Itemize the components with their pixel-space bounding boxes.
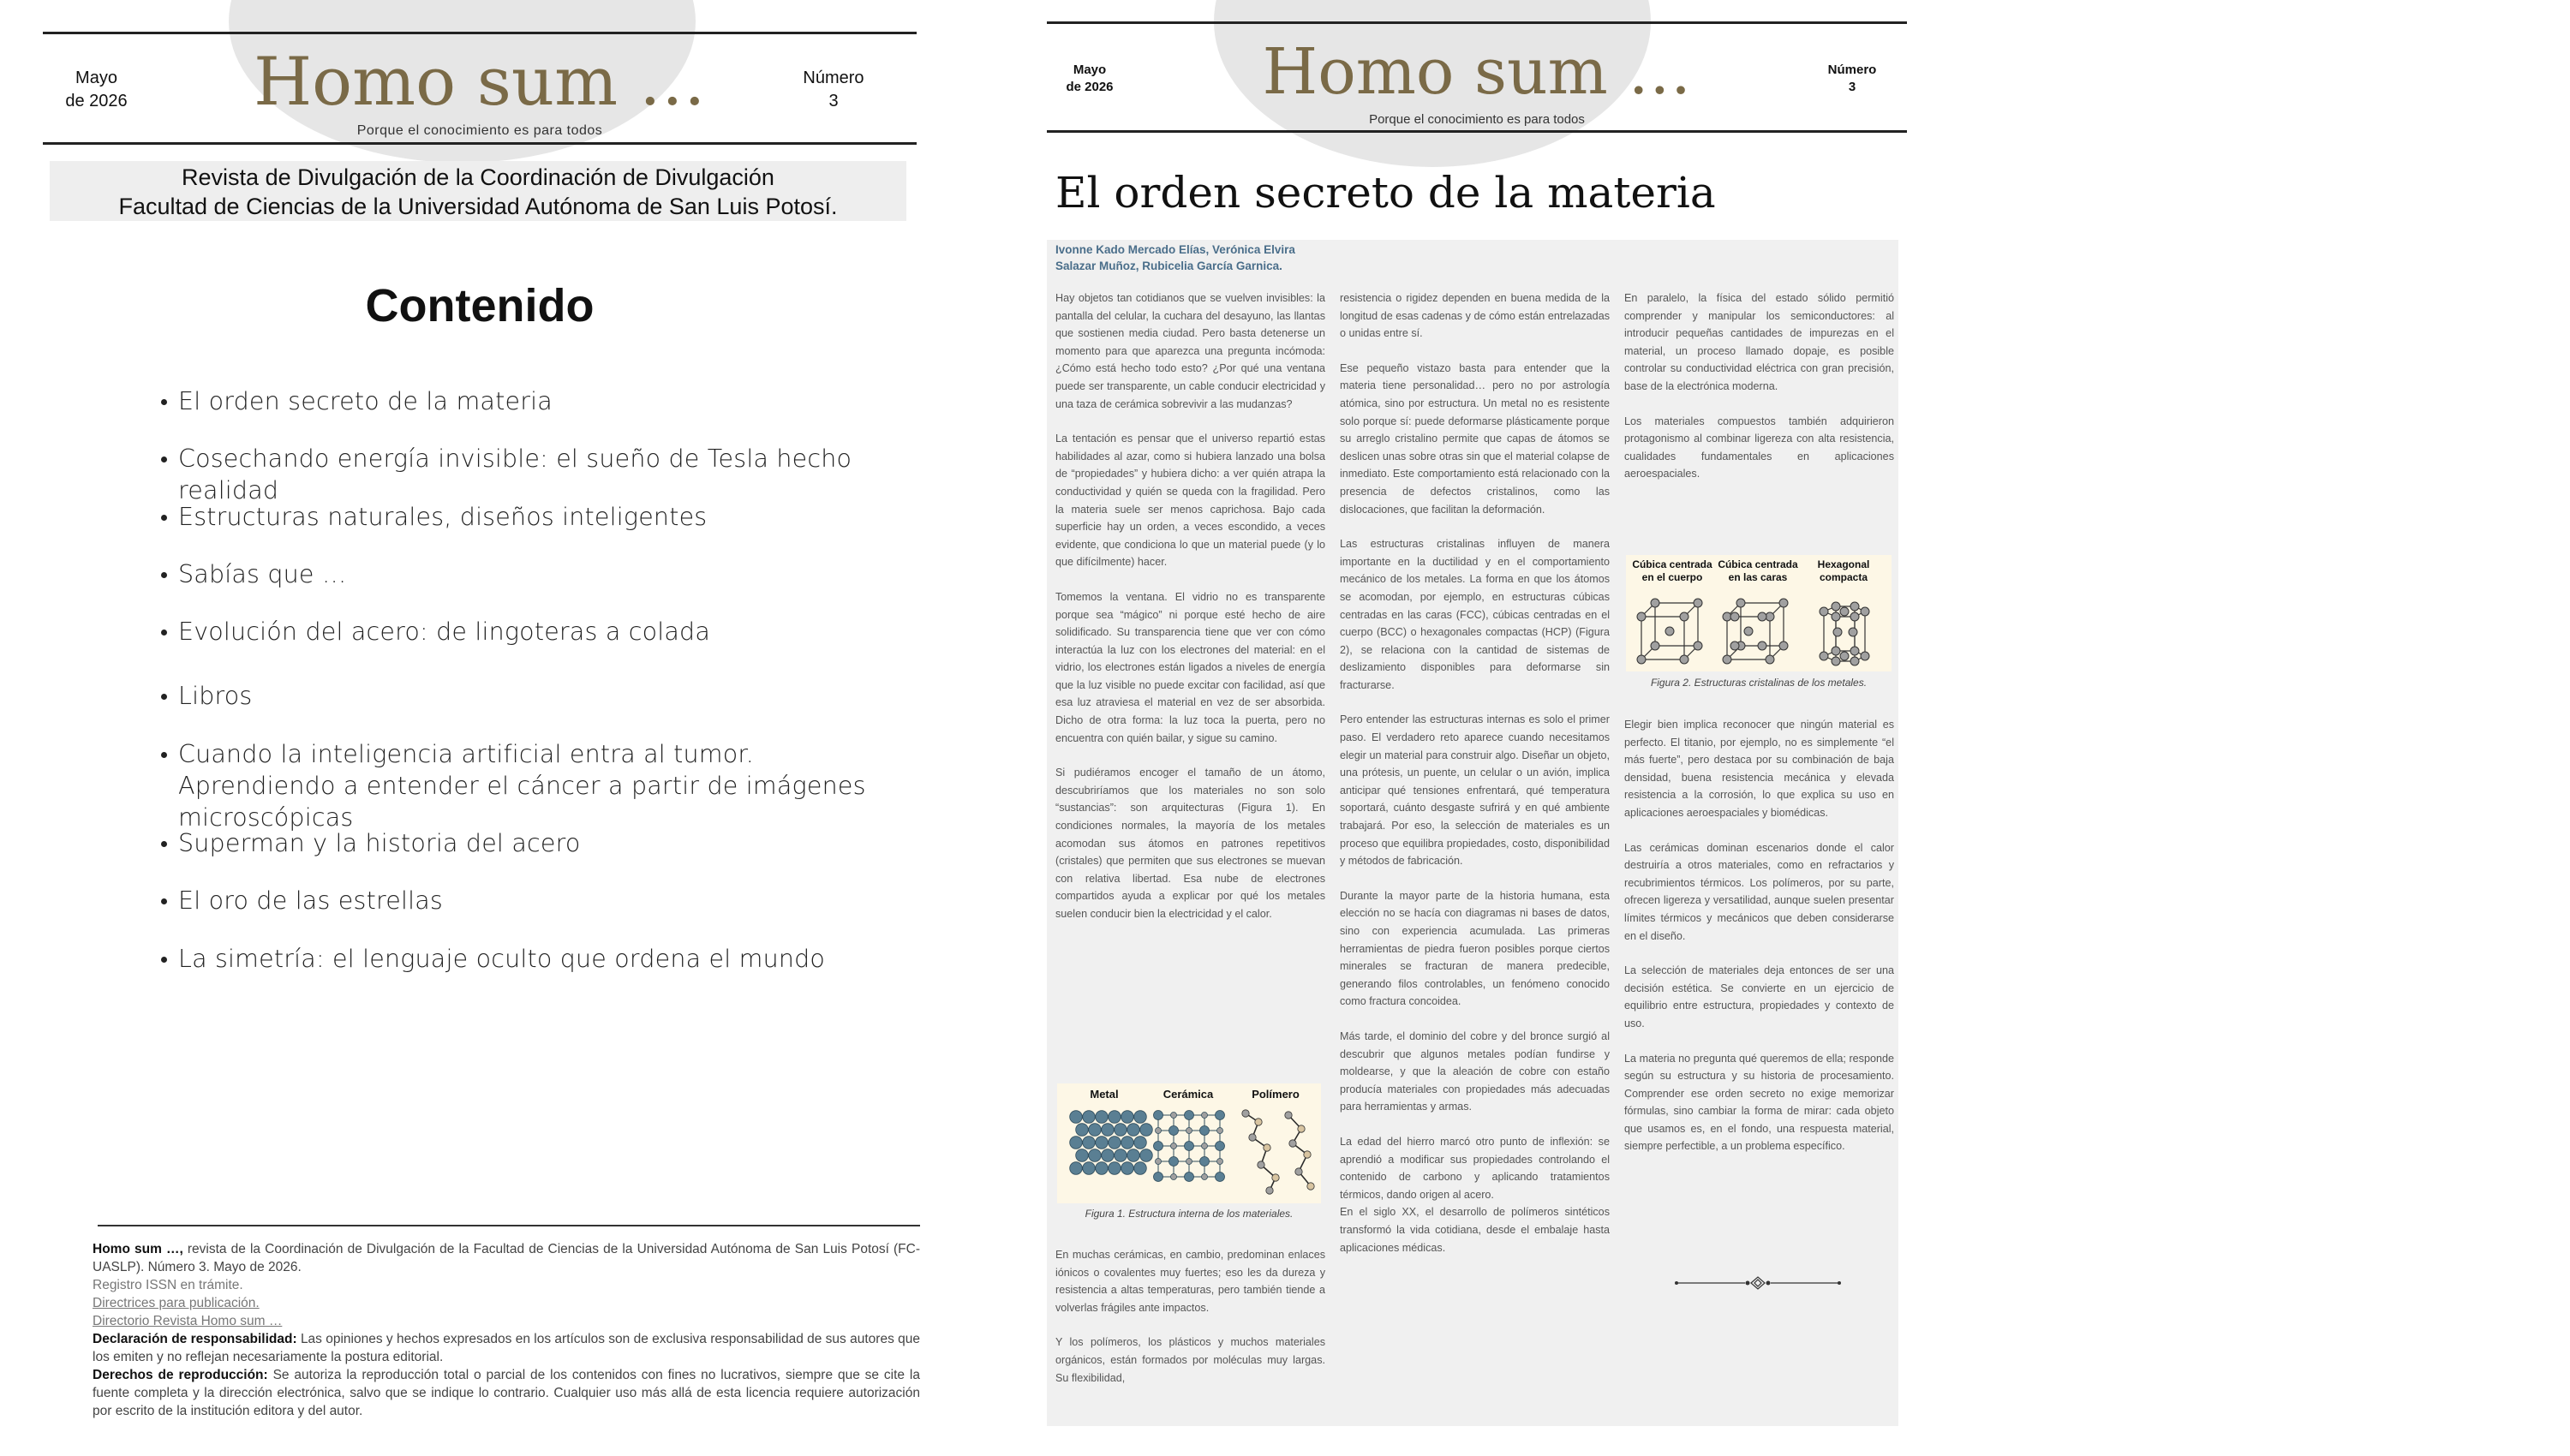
article-column-2 bbox=[1340, 289, 1610, 1274]
masthead bbox=[43, 0, 917, 150]
ceramic-atom bbox=[1185, 1142, 1194, 1151]
metal-atom bbox=[1089, 1149, 1102, 1162]
paragraph: En muchas cerámicas, en cambio, predominan enlaces iónicos o covalentes muy fuertes; eso les da dureza y resistencia a altas temperaturas, pero también tiende a volverlas frágiles ante impactos. bbox=[1055, 1249, 1325, 1314]
toc-item[interactable]: Superman y la historia del acero bbox=[110, 827, 932, 859]
metal-atom bbox=[1089, 1124, 1102, 1137]
ceramic-atom bbox=[1217, 1159, 1223, 1165]
paragraph: Más tarde, el dominio del cobre y del bronce surgió al descubrir que algunos metales podían fundirse y moldearse, y que la aleación de cobre con estaño producía materiales con propiedades más adecuadas para herramientas y armas. bbox=[1340, 1029, 1610, 1113]
paragraph: Las cerámicas dominan escenarios donde el calor destruiría a otros materiales, como en refractarios y recubrimientos térmicos. Los polímeros, por su parte, ofrecen ligereza y versatilidad, aunque suelen presentar límites térmicos y mecánicos que deben considerarse en el diseño. bbox=[1624, 841, 1894, 942]
toc-item[interactable]: Cuando la inteligencia artificial entra al tumor. Aprendiendo a entender el cáncer a partir de imágenes microscópicas bbox=[110, 738, 898, 833]
article-page bbox=[1047, 0, 1907, 1456]
unit-cell-atom bbox=[1850, 602, 1859, 611]
metal-atom bbox=[1127, 1149, 1140, 1162]
unit-cell-atom bbox=[1730, 641, 1739, 650]
metal-atom bbox=[1096, 1111, 1109, 1124]
metal-atom bbox=[1121, 1137, 1134, 1149]
metal-atom bbox=[1134, 1111, 1147, 1124]
magazine-tagline: Porque el conocimiento es para todos bbox=[356, 123, 603, 138]
paragraph: Y los polímeros, los plásticos y muchos materiales orgánicos, están formados por moléculas muy largas. Su flexibilidad, bbox=[1055, 1336, 1325, 1384]
polymer-monomer bbox=[1298, 1125, 1305, 1132]
colophon-description: revista de la Coordinación de Divulgación de la Facultad de Ciencias de la Universidad Autónoma de San Luis Potosí (FC-UASLP). Número 3. Mayo de 2026. bbox=[93, 1242, 921, 1274]
toc-item[interactable]: El orden secreto de la materia bbox=[110, 385, 932, 417]
unit-cell-atom bbox=[1820, 652, 1828, 660]
colophon-intro bbox=[93, 1240, 920, 1276]
issue-number-label: Número bbox=[803, 69, 864, 87]
unit-cell-atom bbox=[1736, 599, 1745, 607]
ceramic-atom bbox=[1200, 1157, 1210, 1167]
article-column-1-continued bbox=[1055, 1246, 1325, 1404]
masthead-bottom-rule bbox=[43, 142, 917, 145]
unit-cell-atom bbox=[1730, 612, 1739, 621]
polymer-monomer bbox=[1285, 1112, 1292, 1119]
unit-cell-atom bbox=[1651, 599, 1659, 607]
unit-cell-atom bbox=[1861, 607, 1869, 616]
ceramic-atom bbox=[1200, 1126, 1210, 1136]
ceramic-atom bbox=[1169, 1126, 1179, 1136]
polymer-monomer bbox=[1295, 1168, 1302, 1175]
unit-cell-atom bbox=[1832, 602, 1840, 611]
metal-atom bbox=[1134, 1137, 1147, 1149]
figure-2-label-hcp: Hexagonal compacta bbox=[1817, 558, 1870, 583]
metal-atom bbox=[1134, 1162, 1147, 1175]
unit-cell-atom bbox=[1766, 655, 1774, 664]
issue-number-value: 3 bbox=[1848, 80, 1856, 94]
paragraph: La materia no pregunta qué queremos de ella; responde según su estructura y su historia de procesamiento. Comprender ese orden secreto no exige memorizar fórmulas, sino cambiar la forma de mirar: cada objeto que usamos es, en el fondo, una respuesta material, siempre perfectible, a un problema específico. bbox=[1624, 1052, 1894, 1153]
toc-item[interactable]: La simetría: el lenguaje oculto que ordena el mundo bbox=[110, 943, 932, 975]
polymer-monomer bbox=[1289, 1140, 1296, 1147]
magazine-title: Homo sum … bbox=[1262, 35, 1692, 109]
unit-cell-atom bbox=[1665, 627, 1674, 636]
paragraph: Elegir bien implica reconocer que ningún material es perfecto. El titanio, por ejemplo, no es simplemente “el más fuerte”, pero destaca por su combinación de baja densidad, buena resistencia mecánica y elevada resistencia a la corrosión, lo que explica su uso en aplicaciones aeroespaciales y biomédicas. bbox=[1624, 719, 1894, 819]
metal-atom bbox=[1070, 1162, 1083, 1175]
figure-1-label-metal: Metal bbox=[1090, 1088, 1119, 1101]
metal-atom bbox=[1076, 1149, 1089, 1162]
polymer-monomer bbox=[1272, 1174, 1279, 1181]
article-authors: Ivonne Kado Mercado Elías, Verónica Elvira Salazar Muñoz, Rubicelia García Garnica. bbox=[1055, 243, 1295, 272]
article-title: El orden secreto de la materia bbox=[1055, 168, 1716, 218]
masthead-top-rule bbox=[1047, 21, 1907, 24]
ceramic-atom bbox=[1186, 1128, 1192, 1134]
figure-2-caption: Figura 2. Estructuras cristalinas de los metales. bbox=[1650, 677, 1868, 689]
unit-cell-atom bbox=[1779, 599, 1788, 607]
metal-atom bbox=[1121, 1162, 1134, 1175]
metal-atom bbox=[1140, 1124, 1153, 1137]
ceramic-atom bbox=[1171, 1143, 1177, 1149]
colophon bbox=[93, 1240, 920, 1420]
issue-number bbox=[786, 67, 881, 113]
metal-atom bbox=[1109, 1111, 1121, 1124]
unit-cell-atom bbox=[1832, 657, 1840, 665]
metal-atom bbox=[1140, 1149, 1153, 1162]
ceramic-atom bbox=[1169, 1157, 1179, 1167]
polymer-monomer bbox=[1307, 1183, 1314, 1190]
unit-cell-atom bbox=[1840, 607, 1849, 616]
masthead bbox=[1047, 0, 1907, 137]
metal-atom bbox=[1083, 1111, 1096, 1124]
unit-cell-atom bbox=[1758, 641, 1766, 650]
issue-month: Mayo bbox=[75, 69, 117, 87]
figure-1-diagram bbox=[1057, 1105, 1321, 1203]
article-column-1 bbox=[1055, 289, 1325, 940]
unit-cell-atom bbox=[1680, 655, 1688, 664]
issue-number-label: Número bbox=[1827, 63, 1877, 77]
paragraph: Las estructuras cristalinas influyen de manera importante en la ductilidad y en el comportamiento mecánico de los metales. La forma en que los átomos se acomodan, por ejemplo, en estructuras cúbicas centradas en las caras (FCC), cúbicas centradas en el cuerpo (BCC) o hexagonales compactas (HCP) (Figura 2), se relaciona con la cantidad de sistemas de deslizamiento disponibles para deformarse sin fracturarse. bbox=[1340, 538, 1610, 691]
figure-1 bbox=[1057, 1083, 1321, 1203]
paragraph: Tomemos la ventana. El vidrio no es transparente porque sea “mágico” ni porque esté hecho de aire solidificado. Su transparencia tiene que ver con cómo interactúa la luz con los electrones del material: en el vidrio, los electrones están ligados a niveles de energía que la luz visible no puede excitar con facilidad, así que esa luz atraviesa el material en vez de ser absorbida. Dicho de otra forma: la luz toca la puerta, pero no encuentra con quién bailar, y sigue su camino. bbox=[1055, 590, 1325, 744]
metal-atom bbox=[1070, 1111, 1083, 1124]
metal-atom bbox=[1109, 1137, 1121, 1149]
toc-item[interactable]: Estructuras naturales, diseños inteligentes bbox=[110, 501, 932, 533]
masthead-top-rule bbox=[43, 32, 917, 34]
paragraph: En paralelo, la física del estado sólido permitió comprender y manipular los semiconductores: al introducir pequeñas cantidades de impurezas en el material, un proceso llamado dopaje, es posible controlar su conductividad eléctrica con gran precisión, base de la electrónica moderna. bbox=[1624, 292, 1894, 392]
ceramic-atom bbox=[1154, 1111, 1163, 1120]
toc-item[interactable]: Sabías que … bbox=[110, 558, 932, 590]
ceramic-atom bbox=[1217, 1128, 1223, 1134]
issn-text: Registro ISSN en trámite. bbox=[93, 1278, 243, 1292]
metal-atom bbox=[1109, 1162, 1121, 1175]
paragraph: Pero entender las estructuras internas es solo el primer paso. El verdadero reto aparece cuando necesitamos elegir un material para construir algo. Diseñar un objeto, una prótesis, un puente, un celular o un avión, implica anticipar qué tensiones enfrentará, qué temperatura soportará, cuánto desgaste sufrirá y en qué ambiente trabajará. Por eso, la selección de materiales es un proceso que equilibra propiedades, costo, disponibilidad y métodos de fabricación. bbox=[1340, 713, 1610, 868]
unit-cell-atom bbox=[1840, 652, 1849, 660]
unit-cell-atom bbox=[1832, 647, 1840, 655]
reproduction-rights bbox=[93, 1366, 920, 1420]
rights-text: Se autoriza la reproducción total o parcial de los contenidos con fines no lucrativos, siempre que se cite la fuente completa y la dirección electrónica, salvo que se indique lo contrario. Cualquier uso más allá de esta licencia requiere autorización por escrito de la institución editora y del autor. bbox=[93, 1368, 920, 1418]
unit-cell-atom bbox=[1637, 655, 1646, 664]
masthead-bottom-rule bbox=[1047, 130, 1907, 133]
polymer-monomer bbox=[1258, 1161, 1264, 1168]
publisher-line-2: Facultad de Ciencias de la Universidad Autónoma de San Luis Potosí. bbox=[118, 194, 838, 219]
ceramic-atom bbox=[1154, 1173, 1163, 1182]
unit-cell-atom bbox=[1850, 647, 1859, 655]
issue-year: de 2026 bbox=[1066, 80, 1114, 94]
unit-cell-atom bbox=[1651, 641, 1659, 650]
ceramic-atom bbox=[1202, 1143, 1208, 1149]
figure-1-label-polymer: Polímero bbox=[1252, 1088, 1300, 1101]
responsibility-statement bbox=[93, 1330, 920, 1366]
issue-month: Mayo bbox=[1073, 63, 1107, 77]
ceramic-atom bbox=[1185, 1173, 1194, 1182]
paragraph: La edad del hierro marcó otro punto de inflexión: se aprendió a modificar sus propiedades controlando el contenido de carbono y aplicando tratamientos térmicos, dando origen al acero. En el siglo XX, el desarrollo de polímeros sintéticos transformó la vida cotidiana, desde el embalaje hasta aplicaciones médicas. bbox=[1340, 1135, 1610, 1254]
polymer-monomer bbox=[1255, 1119, 1262, 1125]
ceramic-atom bbox=[1171, 1113, 1177, 1119]
directory-link[interactable]: Directorio Revista Homo sum … bbox=[93, 1314, 283, 1328]
metal-atom bbox=[1127, 1124, 1140, 1137]
contents-page bbox=[43, 0, 921, 1456]
unit-cell-atom bbox=[1861, 652, 1869, 660]
article-column-3-continued bbox=[1624, 716, 1894, 1173]
figure-2-diagram bbox=[1626, 598, 1892, 675]
ceramic-atom bbox=[1154, 1142, 1163, 1151]
polymer-monomer bbox=[1266, 1187, 1273, 1194]
ceramic-atom bbox=[1216, 1142, 1225, 1151]
metal-atom bbox=[1115, 1124, 1127, 1137]
ceramic-atom bbox=[1185, 1111, 1194, 1120]
responsibility-text: Las opiniones y hechos expresados en los artículos son de exclusiva responsabilidad de sus autores que los emiten y no reflejan necesariamente la postura editorial. bbox=[93, 1332, 920, 1364]
issue-number-value: 3 bbox=[828, 92, 839, 110]
publisher-line-1: Revista de Divulgación de la Coordinación de Divulgación bbox=[182, 164, 774, 190]
rights-label: Derechos de reproducción: bbox=[93, 1368, 268, 1382]
guidelines-link[interactable]: Directrices para publicación. bbox=[93, 1296, 260, 1310]
metal-atom bbox=[1102, 1149, 1115, 1162]
polymer-monomer bbox=[1264, 1144, 1270, 1151]
responsibility-label: Declaración de responsabilidad: bbox=[93, 1332, 297, 1346]
unit-cell-atom bbox=[1833, 628, 1842, 636]
figure-2-label-fcc: Cúbica centrada en las caras bbox=[1718, 558, 1798, 583]
ceramic-atom bbox=[1156, 1159, 1162, 1165]
unit-cell-atom bbox=[1758, 612, 1766, 621]
paragraph: resistencia o rigidez dependen en buena medida de la longitud de esas cadenas y de cómo están entrelazadas o unidas entre sí. bbox=[1340, 292, 1610, 340]
paragraph: Ese pequeño vistazo basta para entender que la materia tiene personalidad… pero no por astrología atómica, sino por estructura. Un metal no es resistente solo porque sí: puede deformarse plásticamente porque su arreglo cristalino permite que capas de átomos se deslicen unas sobre otras sin que el material colapse de inmediato. Este comportamiento está relacionado con la presencia de defectos cristalinos, como las dislocaciones, que facilitan la deformación. bbox=[1340, 361, 1610, 516]
metal-atom bbox=[1115, 1149, 1127, 1162]
unit-cell-atom bbox=[1849, 628, 1857, 636]
polymer-monomer bbox=[1242, 1110, 1249, 1117]
unit-cell-atom bbox=[1744, 627, 1753, 636]
metal-atom bbox=[1096, 1137, 1109, 1149]
figure-1-label-ceramic: Cerámica bbox=[1162, 1088, 1214, 1101]
unit-cell-atom bbox=[1850, 612, 1859, 621]
paragraph: Hay objetos tan cotidianos que se vuelven invisibles: la pantalla del celular, la cuchara del desayuno, las llantas que sostienen media ciudad. Pero basta detenerse un momento para que aparezca una pregunta incómoda: ¿Cómo está hecho todo esto? ¿Por qué una ventana puede ser transparente, un cable conducir electricidad y una taza de cerámica sobrevivir a las mudanzas? bbox=[1055, 292, 1325, 410]
publisher-box bbox=[50, 161, 906, 221]
ceramic-atom bbox=[1171, 1174, 1177, 1180]
unit-cell-atom bbox=[1820, 607, 1828, 616]
metal-atom bbox=[1096, 1162, 1109, 1175]
metal-atom bbox=[1083, 1162, 1096, 1175]
footer-divider bbox=[98, 1225, 920, 1226]
metal-atom bbox=[1121, 1111, 1134, 1124]
unit-cell-atom bbox=[1723, 655, 1731, 664]
metal-atom bbox=[1083, 1137, 1096, 1149]
figure-2 bbox=[1626, 555, 1892, 671]
article-column-3 bbox=[1624, 289, 1894, 500]
ceramic-atom bbox=[1202, 1113, 1208, 1119]
paragraph: La tentación es pensar que el universo repartió estas habilidades al azar, como si hubiera lanzado una bolsa de “propiedades” y hubiera dicho: a ver quién atrapa la conductividad y quién se queda con la fragilidad. Pero la materia suele ser menos caprichosa. Bajo cada superficie hay un orden, a veces escondido, a veces evidente, que condiciona lo que un material puede (y lo que difícilmente) hacer. bbox=[1055, 433, 1325, 569]
contents-heading: Contenido bbox=[365, 280, 595, 331]
polymer-monomer bbox=[1304, 1151, 1311, 1158]
toc-item[interactable]: Cosechando energía invisible: el sueño de Tesla hecho realidad bbox=[110, 443, 932, 506]
paragraph: Si pudiéramos encoger el tamaño de un átomo, descubriríamos que los materiales no son solo “sustancias”: son arquitecturas (Figura 1). En condiciones normales, la mayoría de los metales acomodan sus átomos en patrones repetitivos (cristales) que permiten que sus electrones se muevan con relativa libertad. Esa nube de electrones compartidos ayuda a explicar por qué los metales suelen conducir bien la electricidad y el calor. bbox=[1055, 767, 1325, 920]
unit-cell-atom bbox=[1694, 599, 1702, 607]
ceramic-atom bbox=[1202, 1174, 1208, 1180]
ceramic-atom bbox=[1186, 1159, 1192, 1165]
paragraph: Durante la mayor parte de la historia humana, esta elección no se hacía con diagramas ni bases de datos, sino con experiencia acumulada. Las primeras herramientas de piedra fueron posibles porque ciertos minerales se fracturan de manera predecible, generando filos controlables, un fenómeno conocido como fractura concoidea. bbox=[1340, 889, 1610, 1008]
metal-atom bbox=[1076, 1124, 1089, 1137]
unit-cell-atom bbox=[1832, 612, 1840, 621]
unit-cell-atom bbox=[1680, 612, 1688, 621]
toc-item[interactable]: Libros bbox=[110, 680, 932, 712]
toc-item[interactable]: Evolución del acero: de lingoteras a colada bbox=[110, 616, 932, 647]
colophon-title: Homo sum …, bbox=[93, 1242, 183, 1256]
issue-number bbox=[1809, 62, 1895, 96]
magazine-title: Homo sum … bbox=[254, 44, 706, 121]
ceramic-atom bbox=[1216, 1111, 1225, 1120]
figure-2-label-bcc: Cúbica centrada en el cuerpo bbox=[1632, 558, 1712, 583]
unit-cell-atom bbox=[1637, 612, 1646, 621]
unit-cell-atom bbox=[1779, 641, 1788, 650]
paragraph: La selección de materiales deja entonces de ser una decisión estética. Se convierte en un ejercicio de equilibrio entre estructura, propiedades y contexto de uso. bbox=[1624, 964, 1894, 1029]
polymer-monomer bbox=[1249, 1134, 1256, 1141]
ceramic-atom bbox=[1216, 1173, 1225, 1182]
metal-atom bbox=[1102, 1124, 1115, 1137]
unit-cell-atom bbox=[1850, 657, 1859, 665]
toc-item[interactable]: El oro de las estrellas bbox=[110, 885, 932, 916]
ceramic-atom bbox=[1156, 1128, 1162, 1134]
issue-year: de 2026 bbox=[65, 92, 128, 110]
magazine-tagline: Porque el conocimiento es para todos bbox=[1369, 112, 1585, 127]
figure-1-caption: Figura 1. Estructura interna de los materiales. bbox=[1085, 1208, 1294, 1220]
paragraph: Los materiales compuestos también adquirieron protagonismo al combinar ligereza con alta resistencia, cualidades fundamentales en aplicaciones aeroespaciales. bbox=[1624, 415, 1894, 480]
metal-atom bbox=[1070, 1137, 1083, 1149]
unit-cell-atom bbox=[1694, 641, 1702, 650]
end-ornament-icon bbox=[1672, 1274, 1844, 1292]
